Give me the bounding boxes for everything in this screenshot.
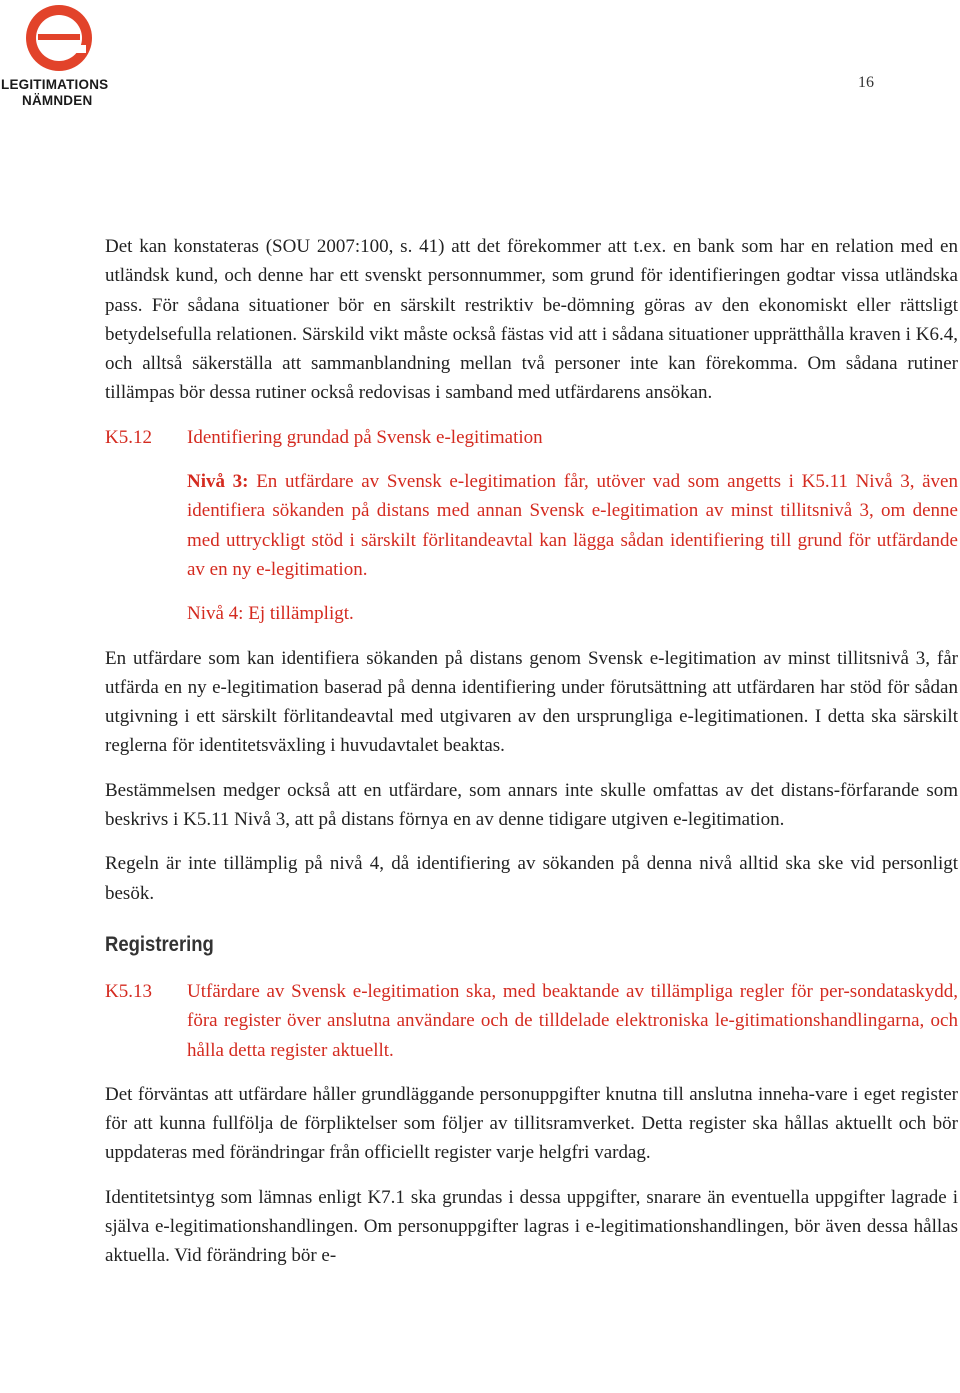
page-number: 16 (858, 74, 874, 91)
clause-k512-header (105, 423, 958, 452)
logo-text-line2: NÄMNDEN (22, 93, 93, 108)
paragraph-identity-assertion: Identitetsintyg som lämnas enligt K7.1 ska grundas i dessa uppgifter, snarare än eventuella uppgifter lagrade i själva e-legitimationshandlingen. Om personuppgifter lagras i e-legitimationshandlingen, bör även dessa hållas aktuella. Vid förändring bör e- (105, 1186, 958, 1267)
clause-k513-text: Utfärdare av Svensk e-legitimation ska, med beaktande av tillämpliga regler för per-sondataskydd, föra register över anslutna användare och de tilldelade elektroniska le-gitimationshandlingarna, och hålla detta register aktuellt. (187, 980, 958, 1061)
level3-text: En utfärdare av Svensk e-legitimation får, utöver vad som angetts i K5.11 Nivå 3, även identifiera sökanden på distans med annan Svensk e-legitimation av minst tillitsnivå 3, om denne med uttryckligt stöd i särskilt förlitandeavtal kan lägga sådan identifiering till grund för utfärdande av en ny e-legitimation. (187, 471, 958, 580)
document-body (105, 232, 958, 1271)
clause-k512-title: Identifiering grundad på Svensk e-legitimation (187, 426, 543, 448)
paragraph-level4-note: Regeln är inte tillämplig på nivå 4, då identifiering av sökanden på denna nivå alltid ska ske vid personligt besök. (105, 853, 958, 904)
clause-k513 (105, 977, 958, 1065)
section-heading-registrering: Registrering (105, 932, 214, 956)
paragraph-register: Det förväntas att utfärdare håller grundläggande personuppgifter knutna till anslutna inneha-vare i eget register för att kunna fullfölja de förpliktelser som följer av tillitsramverket. Detta register ska hållas aktuellt och bör uppdateras med förändringar från officiellt register varje helgfri vardag. (105, 1083, 958, 1164)
level3-label: Nivå 3: (187, 471, 249, 493)
clause-k512-level4: Nivå 4: Ej tillämpligt. (187, 603, 354, 625)
paragraph-renewal: Bestämmelsen medger också att en utfärdare, som annars inte skulle omfattas av det distans-förfarande som beskrivs i K5.11 Nivå 3, att på distans förnya en av denne tidigare utgiven e-legitimation. (105, 779, 958, 831)
clause-k512-level3 (187, 467, 958, 584)
clause-k513-id: K5.13 (105, 980, 152, 1002)
logo-text-line1: LEGITIMATIONS (1, 77, 109, 92)
clause-k512-id: K5.12 (105, 426, 152, 448)
paragraph-intro: Det kan konstateras (SOU 2007:100, s. 41) att det förekommer att t.ex. en bank som har en relation med en utländsk kund, och denne har ett svenskt personnummer, som grund för identifieringen godtar vissa utländska pass. För sådana situationer bör en särskilt restriktiv be-dömning göras av den ekonomiskt eller rättsligt betydelsefulla relationen. Särskild vikt måste också fästas vid att i sådana situationer upprätthålla kraven i K6.4, och alltså säkerställa att sammanblandning mellan två personer inte kan förekomma. Om sådana rutiner tillämpas bör dessa rutiner också redovisas i samband med utfärdarens ansökan. (105, 236, 958, 404)
legitimationsnamnden-logo (0, 0, 124, 112)
paragraph-remote-identification: En utfärdare som kan identifiera sökanden på distans genom Svensk e-legitimation av minst tillitsnivå 3, får utfärda en ny e-legitimation baserad på denna identifiering under förutsättning att utfärdaren har stöd för sådan utgivning i ett särskilt förlitandeavtal med utgivaren av den ursprungliga e-legitimationen. I detta ska särskilt reglerna för identitetsväxling i huvudavtalet beaktas. (105, 647, 958, 757)
e-logo-icon (24, 3, 94, 73)
